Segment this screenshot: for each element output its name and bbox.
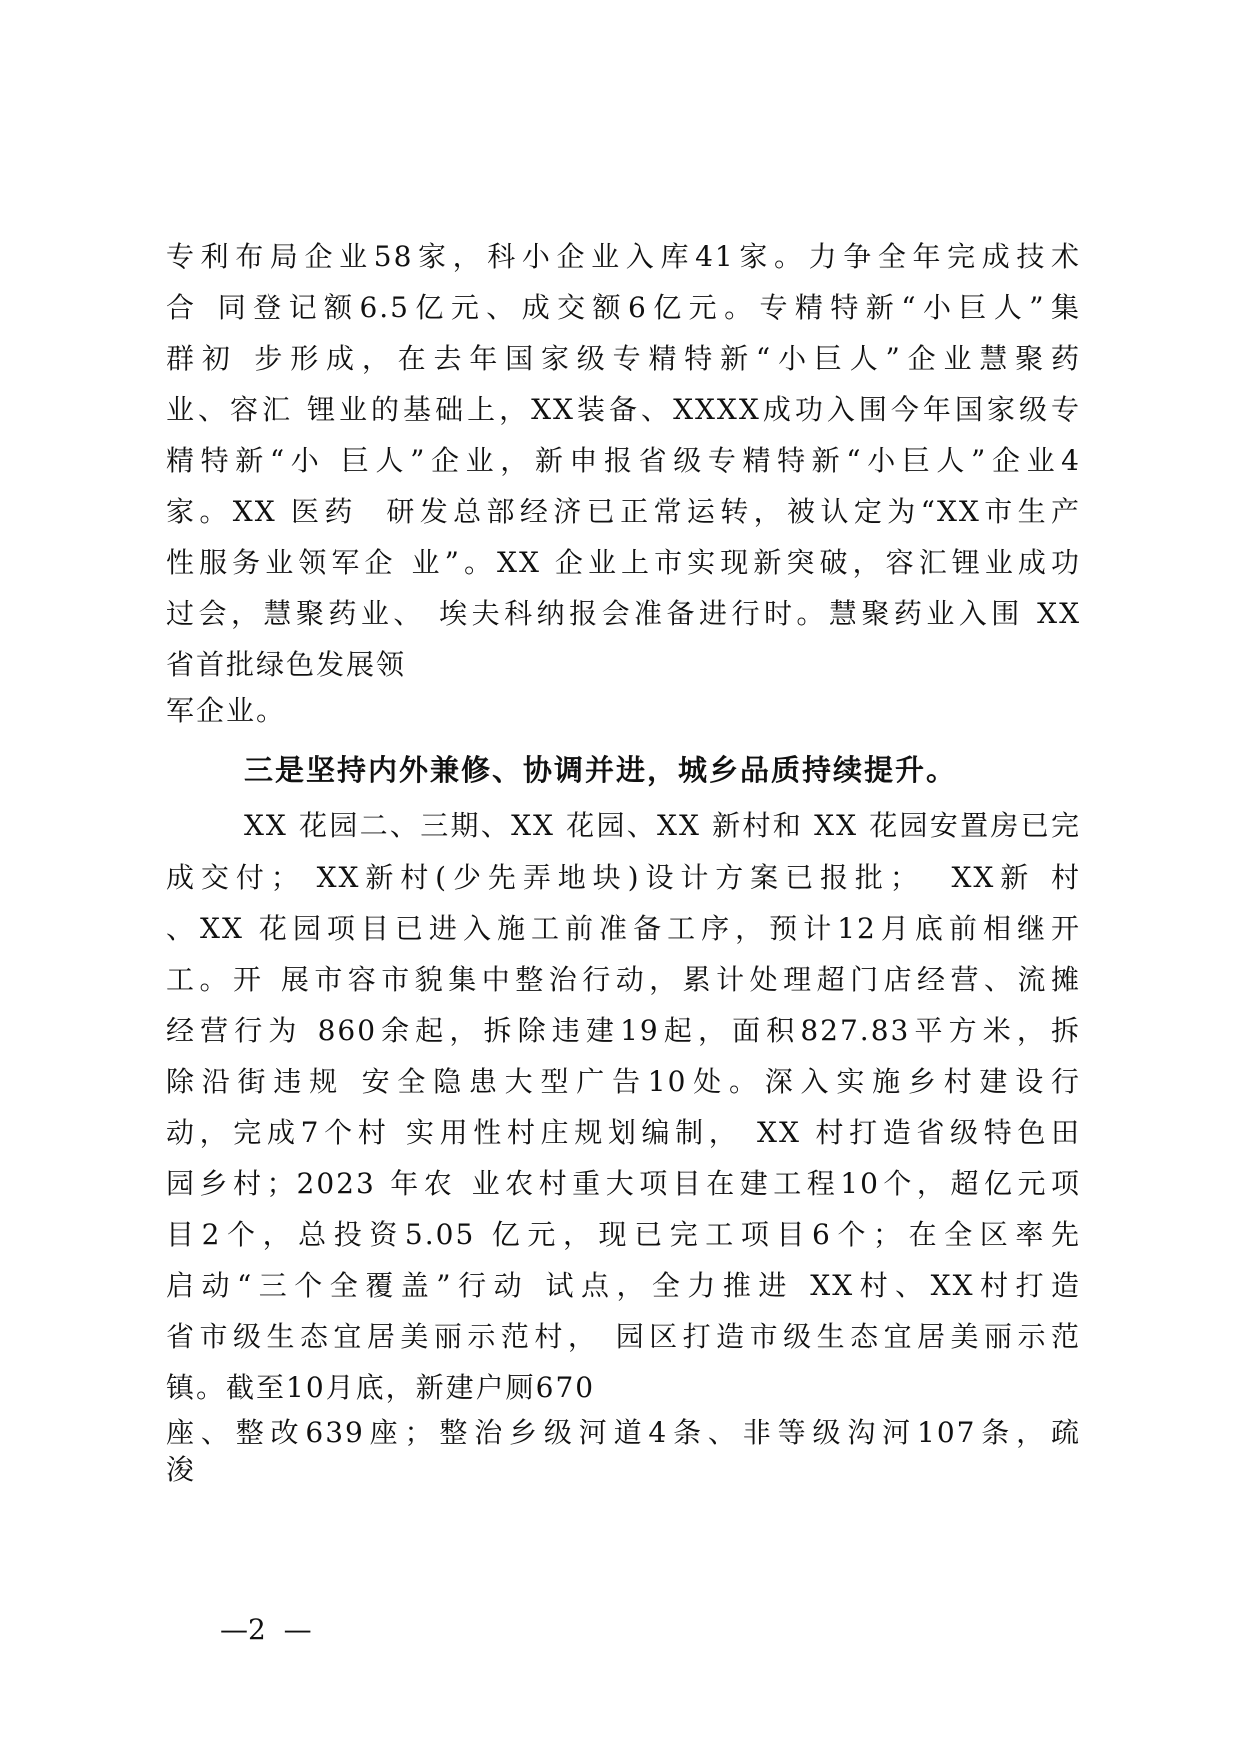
text-line: 群初 步形成，在去年国家级专精特新“小巨人”企业慧聚药: [166, 342, 1081, 375]
text-line: 军企业。: [166, 694, 287, 727]
text-line: 家。XX 医药 研发总部经济已正常运转，被认定为“XX市生产: [166, 495, 1081, 528]
text-line: 经营行为 860余起，拆除违建19起，面积827.83平方米，拆: [166, 1014, 1081, 1047]
text-line: 座、整改639座；整治乡级河道4条、非等级沟河107条，疏: [166, 1416, 1081, 1449]
page-number: —2 —: [220, 1613, 312, 1646]
text-line: 浚: [166, 1453, 197, 1486]
section-heading: 三是坚持内外兼修、协调并进，城乡品质持续提升。: [244, 753, 958, 787]
text-line: 动，完成7个村 实用性村庄规划编制， XX 村打造省级特色田: [166, 1116, 1081, 1149]
text-line: 园乡村；2023 年农 业农村重大项目在建工程10个，超亿元项: [166, 1167, 1081, 1200]
text-line: 工。开 展市容市貌集中整治行动，累计处理超门店经营、流摊: [166, 963, 1081, 996]
text-line: 成交付； XX新村(少先弄地块)设计方案已报批； XX新 村: [166, 861, 1081, 894]
text-line: 省首批绿色发展领: [166, 648, 407, 681]
text-line: 合 同登记额6.5亿元、成交额6亿元。专精特新“小巨人”集: [166, 291, 1081, 324]
text-line: XX 花园二、三期、XX 花园、XX 新村和 XX 花园安置房已完: [244, 809, 1081, 842]
text-line: 目2个，总投资5.05 亿元，现已完工项目6个；在全区率先: [166, 1218, 1081, 1251]
text-line: 过会，慧聚药业、 埃夫科纳报会准备进行时。慧聚药业入围 XX: [166, 597, 1081, 630]
text-line: 启动“三个全覆盖”行动 试点，全力推进 XX村、XX村打造: [166, 1269, 1081, 1302]
text-line: 专利布局企业58家，科小企业入库41家。力争全年完成技术: [166, 240, 1081, 273]
text-line: 、XX 花园项目已进入施工前准备工序，预计12月底前相继开: [166, 912, 1081, 945]
text-line: 精特新“小 巨人”企业，新申报省级专精特新“小巨人”企业4: [166, 444, 1081, 477]
text-line: 镇。截至10月底，新建户厕670: [166, 1371, 596, 1404]
text-line: 业、容汇 锂业的基础上，XX装备、XXXX成功入围今年国家级专: [166, 393, 1081, 426]
text-line: 省市级生态宜居美丽示范村， 园区打造市级生态宜居美丽示范: [166, 1320, 1081, 1353]
text-line: 除沿街违规 安全隐患大型广告10处。深入实施乡村建设行: [166, 1065, 1081, 1098]
text-line: 性服务业领军企 业”。XX 企业上市实现新突破，容汇锂业成功: [166, 546, 1081, 579]
